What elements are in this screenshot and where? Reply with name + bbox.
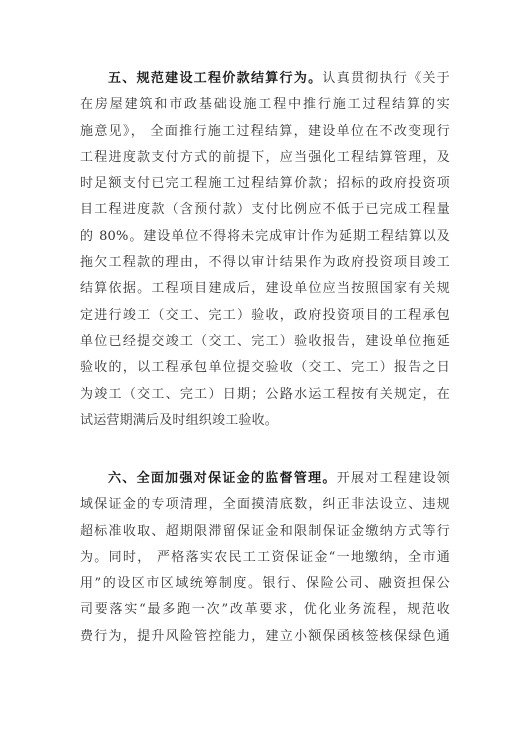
paragraph-line: 工程进度款支付方式的前提下，应当强化工程结算管理，及 [80,149,450,165]
paragraph-line [80,66,450,92]
paragraph-line: 试运营期满后及时组织竣工验收。 [80,412,279,428]
paragraph-line: 司要落实“最多跑一次”改革要求，优化业务流程，规范收 [80,602,450,618]
paragraph-line: 目工程进度款（含预付款）支付比例应不低于已完成工程量 [80,202,450,218]
paragraph-line: 拖欠工程款的理由，不得以审计结果作为政府投资项目竣工 [80,255,450,271]
paragraph-line: 用”的设区市区域统筹制度。银行、保险公司、融资担保公 [80,576,450,592]
section-6-paragraph [80,466,450,650]
paragraph-text: 认真贯彻执行《关于 [322,71,450,86]
paragraph-line: 在房屋建筑和市政基础设施工程中推行施工过程结算的实 [80,97,450,113]
section-5-heading: 五、规范建设工程价款结算行为。 [108,71,323,86]
paragraph-line: 域保证金的专项清理，全面摸清底数，纠正非法设立、违规 [80,497,450,513]
paragraph-text: 开展对工程建设领 [336,471,450,486]
paragraph-line: 费行为，提升风险管控能力，建立小额保函核签核保绿色通 [80,628,450,644]
paragraph-line: 超标准收取、超期限滞留保证金和限制保证金缴纳方式等行 [80,523,450,539]
paragraph-line: 结算依据。工程项目建成后，建设单位应当按照国家有关规 [80,281,450,297]
paragraph-line: 时足额支付已完工程施工过程结算价款；招标的政府投资项 [80,176,450,192]
paragraph-line: 为。同时， 严格落实农民工工资保证金“一地缴纳，全市通 [80,549,450,565]
section-5-paragraph [80,66,450,434]
paragraph-line: 施意见》， 全面推行施工过程结算，建设单位在不改变现行 [80,123,450,139]
section-6-heading: 六、全面加强对保证金的监督管理。 [108,471,337,486]
paragraph-line: 验收的，以工程承包单位提交验收（交工、完工）报告之日 [80,360,450,376]
paragraph-line: 单位已经提交竣工（交工、完工）验收报告，建设单位拖延 [80,333,450,349]
paragraph-line: 的 80%。建设单位不得将未完成审计作为延期工程结算以及 [80,228,450,244]
paragraph-line: 为竣工（交工、完工）日期；公路水运工程按有关规定，在 [80,386,450,402]
paragraph-line: 定进行竣工（交工、完工）验收，政府投资项目的工程承包 [80,307,450,323]
paragraph-line [80,466,450,492]
